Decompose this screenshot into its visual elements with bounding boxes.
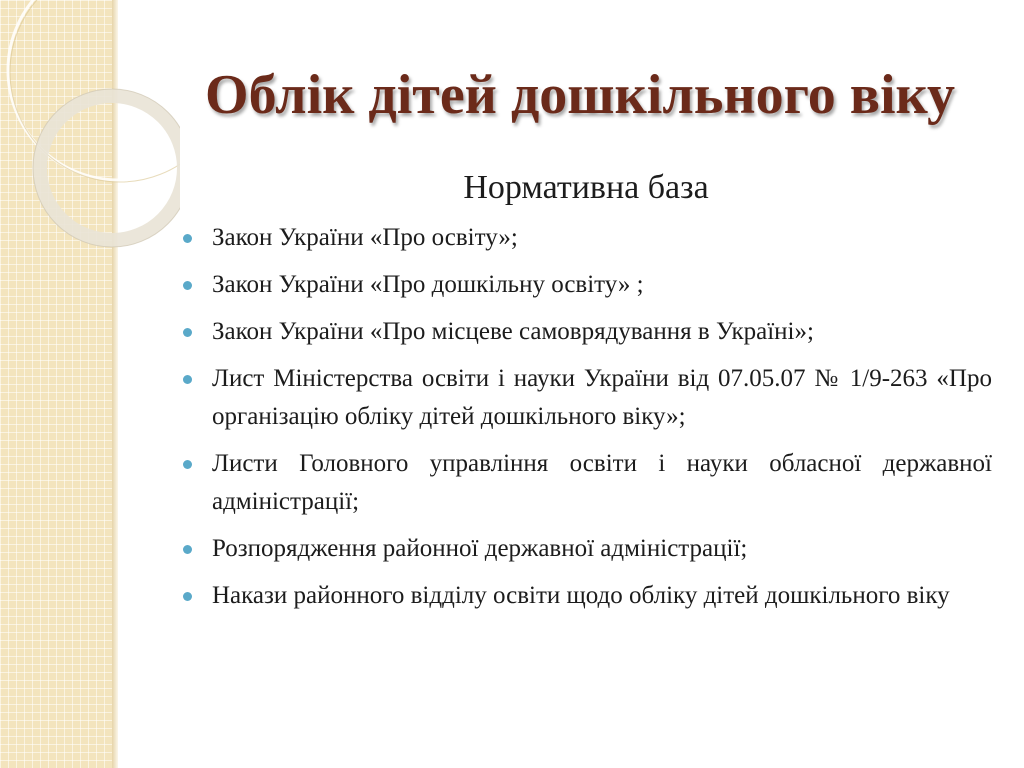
slide-title: Облік дітей дошкільного віку (205, 64, 955, 126)
large-ring (8, 0, 180, 180)
list-item (180, 530, 992, 568)
list-item (180, 360, 992, 436)
bullet-dot-icon (183, 592, 192, 601)
slide-content (180, 168, 992, 624)
small-ring (40, 96, 180, 240)
list-item-text: Листи Головного управління освіти і науки обласної державної адміністрації; (212, 449, 992, 515)
list-item-text: Розпорядження районної державної адміністрації; (212, 534, 748, 562)
list-item (180, 577, 992, 615)
list-item-text: Закон України «Про дошкільну освіту» ; (212, 270, 644, 298)
bullet-dot-icon (183, 545, 192, 554)
bullet-dot-icon (183, 281, 192, 290)
list-item (180, 219, 992, 257)
list-item-text: Закон України «Про місцеве самоврядування в Україні»; (212, 317, 814, 345)
bullet-dot-icon (183, 234, 192, 243)
list-item (180, 266, 992, 304)
list-item-text: Закон України «Про освіту»; (212, 223, 518, 251)
list-item-text: Накази районного відділу освіти щодо обліку дітей дошкільного віку (212, 581, 950, 609)
list-item-text: Лист Міністерства освіти і науки України від 07.05.07 № 1/9-263 «Про організацію обліку дітей дошкільного віку»; (212, 364, 992, 430)
bullet-dot-icon (183, 460, 192, 469)
bullet-dot-icon (183, 375, 192, 384)
bullet-list (180, 219, 992, 615)
bullet-dot-icon (183, 328, 192, 337)
list-item (180, 313, 992, 351)
list-item (180, 445, 992, 521)
slide-subtitle: Нормативна база (463, 169, 709, 206)
decorative-rings (0, 0, 180, 260)
